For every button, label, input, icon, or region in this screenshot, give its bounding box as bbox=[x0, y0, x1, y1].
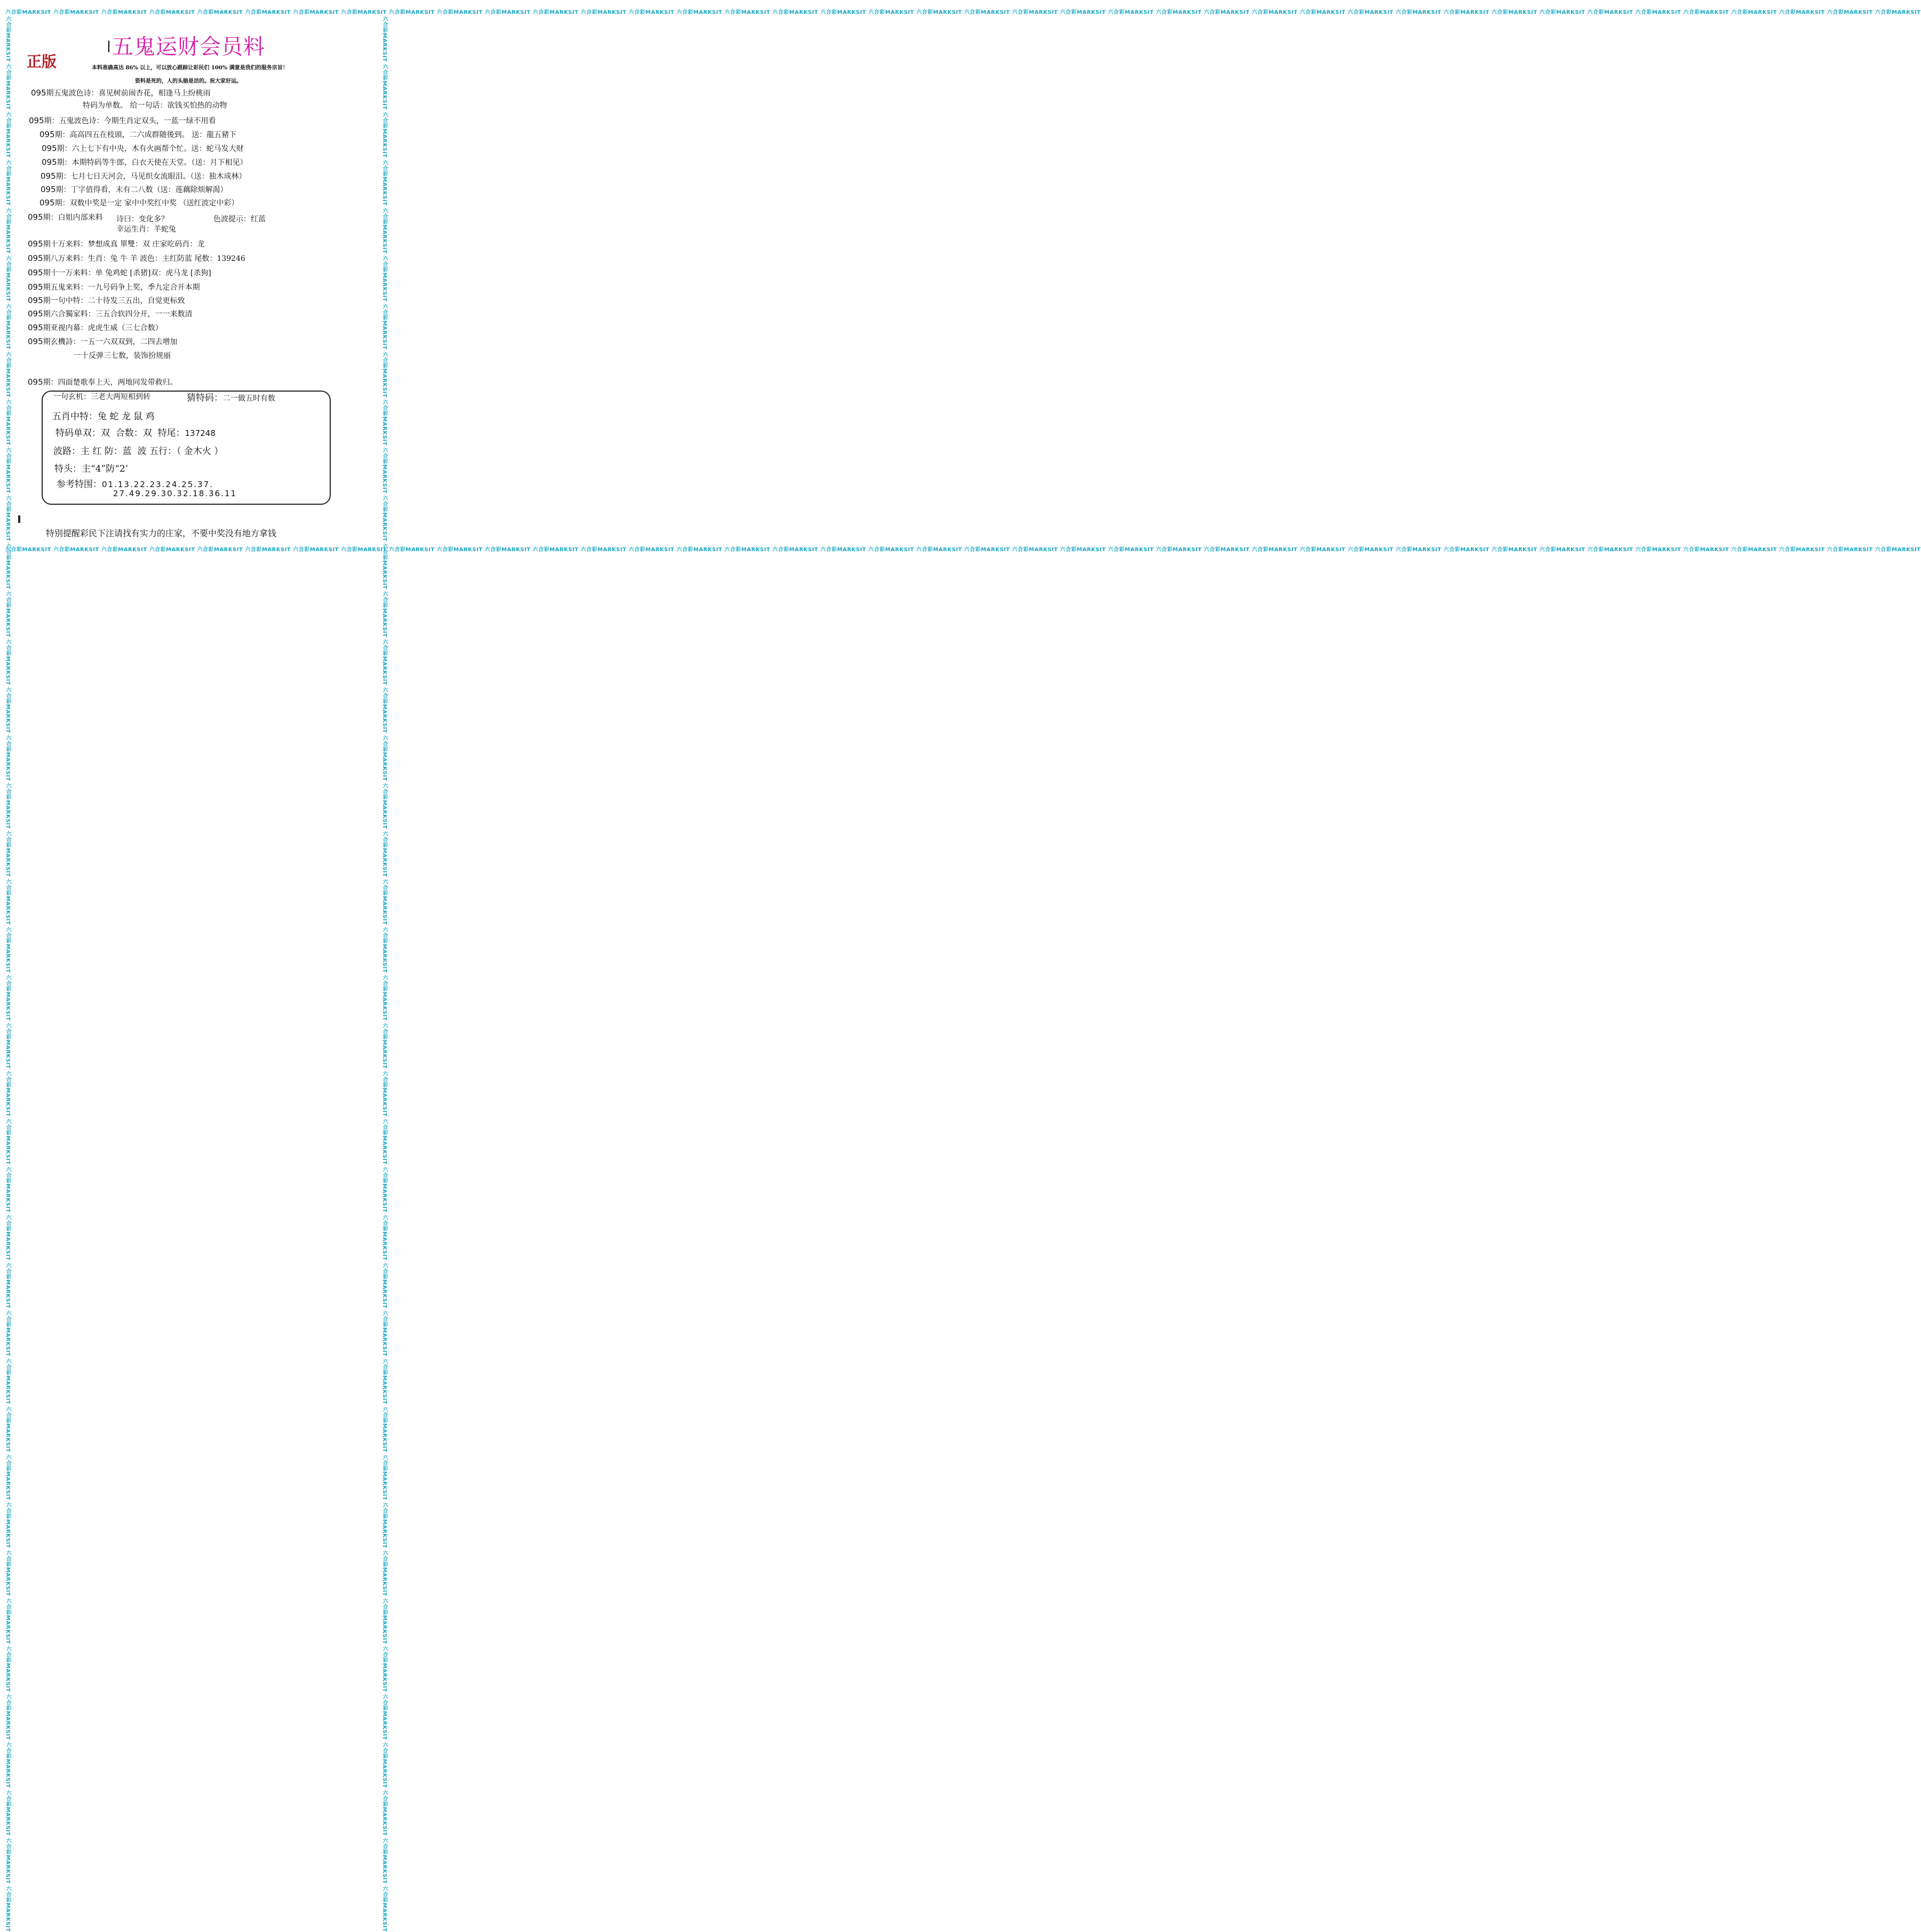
tagline-luck: 资料是死的，人的头脑是活的。祝大家好运。 bbox=[135, 78, 242, 84]
reference-row: 参考特围：01.13.22.23.24.25.37. bbox=[57, 479, 213, 490]
prediction-line: 095期玄機詩：一五一六双双到，二四去增加 bbox=[28, 337, 178, 346]
prediction-line: 095期十万来料：梦想成真 單雙：双 庄家吃码肖：龙 bbox=[28, 239, 205, 249]
parity-row: 特码单双：双 合数：双 特尾：137248 bbox=[55, 428, 216, 439]
prediction-line: 095期一句中特：二十待发三五出，自觉更标致 bbox=[28, 296, 185, 305]
page-title: 五鬼运财会员料 bbox=[112, 35, 265, 59]
prediction-line: 095期：六上七下有中央，木有火画帮个忙。送：蛇马发大财 bbox=[42, 144, 244, 153]
lucky-zodiac: 幸运生肖：羊蛇兔 bbox=[116, 225, 176, 234]
guess-row: 猜特码：二一做五时有数 bbox=[187, 393, 275, 403]
poem-hint: 诗曰：变化多？ bbox=[116, 215, 169, 224]
prediction-line: 095期：高高四五在枝頭，二六成群随後到。 送：龍五豬下 bbox=[39, 130, 237, 139]
edition-label: 正版 bbox=[27, 53, 57, 70]
footer-notice: 特别提醒彩民下注请找有实力的庄家，不要中奖没有地方拿钱 bbox=[46, 528, 277, 538]
watermark-border-bottom: 六合彩MARKSIT 六合彩MARKSIT 六合彩MARKSIT 六合彩MARKSIT 六合彩MARKSIT 六合彩MARKSIT 六合彩MARKSIT 六合彩MARKSIT 六合彩MARKSIT 六合彩MARKSIT 六合彩MARKSIT 六合彩MARKSIT 六合彩MARKSIT 六合彩MARKSIT 六合彩MARKSIT 六合彩MARKSIT 六合彩MARKSIT 六合彩MARKSIT 六合彩MARKSIT 六合彩MARKSIT 六合彩MARKSIT 六合彩MARKSIT 六合彩MARKSIT 六合彩MARKSIT 六合彩MARKSIT 六合彩MARKSIT 六合彩MARKSIT 六合彩MARKSIT 六合彩MARKSIT 六合彩MARKSIT 六合彩MARKSIT 六合彩MARKSIT 六合彩MARKSIT 六合彩MARKSIT 六合彩MARKSIT 六合彩MARKSIT 六合彩MARKSIT 六合彩MARKSIT 六合彩MARKSIT 六合彩MARKSIT bbox=[5, 547, 1921, 553]
left-marker bbox=[18, 515, 20, 523]
watermark-border-right: 六合彩MARKSIT 六合彩MARKSIT 六合彩MARKSIT 六合彩MARKSIT 六合彩MARKSIT 六合彩MARKSIT 六合彩MARKSIT 六合彩MARKSIT 六合彩MARKSIT 六合彩MARKSIT 六合彩MARKSIT 六合彩MARKSIT 六合彩MARKSIT 六合彩MARKSIT 六合彩MARKSIT 六合彩MARKSIT 六合彩MARKSIT 六合彩MARKSIT 六合彩MARKSIT 六合彩MARKSIT 六合彩MARKSIT 六合彩MARKSIT 六合彩MARKSIT 六合彩MARKSIT 六合彩MARKSIT 六合彩MARKSIT 六合彩MARKSIT 六合彩MARKSIT 六合彩MARKSIT 六合彩MARKSIT 六合彩MARKSIT 六合彩MARKSIT 六合彩MARKSIT 六合彩MARKSIT 六合彩MARKSIT 六合彩MARKSIT 六合彩MARKSIT 六合彩MARKSIT 六合彩MARKSIT 六合彩MARKSIT bbox=[381, 16, 387, 1932]
tagline-accuracy: 本料准确高达 86% 以上，可以放心跟踪让彩民们 100% 满意是我们的服务宗旨！ bbox=[92, 65, 288, 71]
prediction-line: 095期六合獨家料：三五合软四分开，一一来数清 bbox=[28, 309, 193, 319]
prediction-line: 095期八万来料：生肖：兔 牛 羊 波色：主红防蓝 尾数：139246 bbox=[28, 253, 245, 263]
watermark-border-top: 六合彩MARKSIT 六合彩MARKSIT 六合彩MARKSIT 六合彩MARKSIT 六合彩MARKSIT 六合彩MARKSIT 六合彩MARKSIT 六合彩MARKSIT 六合彩MARKSIT 六合彩MARKSIT 六合彩MARKSIT 六合彩MARKSIT 六合彩MARKSIT 六合彩MARKSIT 六合彩MARKSIT 六合彩MARKSIT 六合彩MARKSIT 六合彩MARKSIT 六合彩MARKSIT 六合彩MARKSIT 六合彩MARKSIT 六合彩MARKSIT 六合彩MARKSIT 六合彩MARKSIT 六合彩MARKSIT 六合彩MARKSIT 六合彩MARKSIT 六合彩MARKSIT 六合彩MARKSIT 六合彩MARKSIT 六合彩MARKSIT 六合彩MARKSIT 六合彩MARKSIT 六合彩MARKSIT 六合彩MARKSIT 六合彩MARKSIT 六合彩MARKSIT 六合彩MARKSIT 六合彩MARKSIT 六合彩MARKSIT bbox=[5, 10, 1921, 15]
prediction-line: 095期：四面楚歌奉上天，两地同发带救归。 bbox=[28, 377, 178, 387]
prediction-line: 095期：本期特码等牛郎，白衣天使在天堂。（送：月下相见） bbox=[42, 157, 248, 167]
wave-row: 波路：主 红 防：蓝 波 五行：（ 金木火 ） bbox=[53, 446, 224, 457]
prediction-line: 095期：白姐内部来料 bbox=[28, 212, 103, 222]
prediction-line: 095期十一万来料：单 兔鸡蛇 [杀猪]双：虎马龙 [杀狗] bbox=[28, 268, 211, 277]
prediction-line: 095期亚视内幕：虎虎生威（三七合数） bbox=[28, 323, 163, 332]
prediction-line: 095期：双数中奖是一定 家中中奖红中奖 （送红波定中彩） bbox=[39, 198, 239, 208]
prediction-line: 特码为单数。 给一句话：欲钱买怕热的动物 bbox=[83, 101, 227, 110]
prediction-line: 095期：五鬼波色诗：今期生肖定双头，一蓝一绿不用看 bbox=[29, 116, 216, 125]
prediction-line: 095期五鬼来料：一九号码争上奖，季九定合开本期 bbox=[28, 282, 200, 292]
prediction-line: 一十反弹三七数，装饰扮规丽 bbox=[74, 352, 171, 360]
five-zodiac-row: 五肖中特：兔 蛇 龙 鼠 鸡 bbox=[52, 411, 155, 422]
prediction-line: 095期：丁字值得看，末有二八数（送：莲藕除烦解渴） bbox=[41, 185, 228, 194]
color-hint: 色波提示：红蓝 bbox=[213, 215, 266, 224]
head-row: 特头：主“4”防“2’ bbox=[54, 464, 129, 474]
watermark-border-left: 六合彩MARKSIT 六合彩MARKSIT 六合彩MARKSIT 六合彩MARKSIT 六合彩MARKSIT 六合彩MARKSIT 六合彩MARKSIT 六合彩MARKSIT 六合彩MARKSIT 六合彩MARKSIT 六合彩MARKSIT 六合彩MARKSIT 六合彩MARKSIT 六合彩MARKSIT 六合彩MARKSIT 六合彩MARKSIT 六合彩MARKSIT 六合彩MARKSIT 六合彩MARKSIT 六合彩MARKSIT 六合彩MARKSIT 六合彩MARKSIT 六合彩MARKSIT 六合彩MARKSIT 六合彩MARKSIT 六合彩MARKSIT 六合彩MARKSIT 六合彩MARKSIT 六合彩MARKSIT 六合彩MARKSIT 六合彩MARKSIT 六合彩MARKSIT 六合彩MARKSIT 六合彩MARKSIT 六合彩MARKSIT 六合彩MARKSIT 六合彩MARKSIT 六合彩MARKSIT 六合彩MARKSIT 六合彩MARKSIT bbox=[5, 16, 11, 1932]
riddle-row: 一句玄机：三老大两短相到转 bbox=[53, 393, 150, 401]
prediction-line: 095期五鬼波色诗：喜见树前闹杏花，相逢马上纷桃雨 bbox=[31, 88, 211, 98]
title-divider bbox=[108, 41, 109, 52]
reference-row-2: 27.49.29.30.32.18.36.11 bbox=[113, 489, 237, 498]
prediction-line: 095期：七月七日天河会，马见织女流眼泪。（送：独木成林） bbox=[41, 171, 246, 181]
